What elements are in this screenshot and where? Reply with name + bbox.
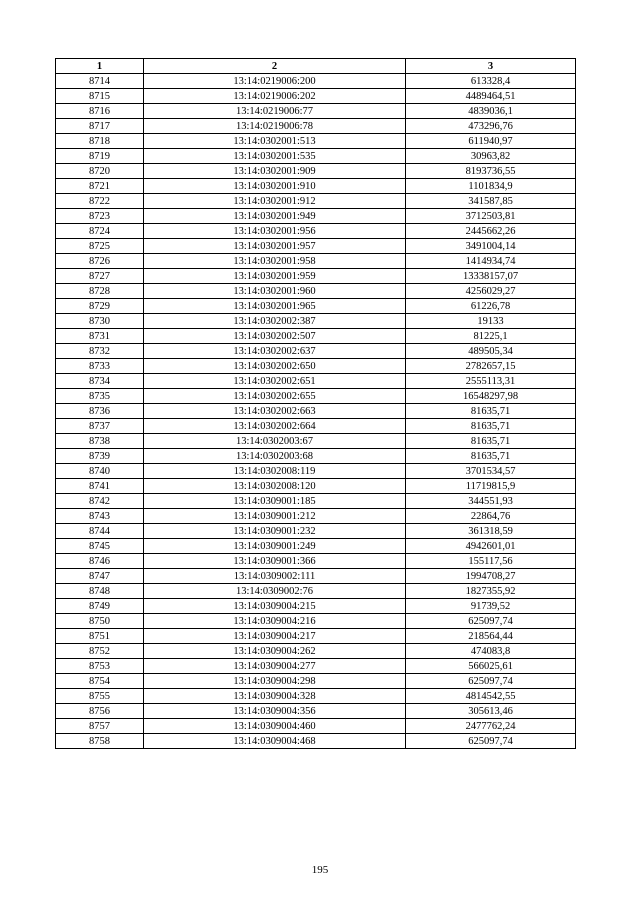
cadastral-number-cell: 13:14:0302003:67	[144, 434, 406, 449]
row-number-cell: 8756	[56, 704, 144, 719]
row-number-cell: 8716	[56, 104, 144, 119]
cadastral-number-cell: 13:14:0309002:76	[144, 584, 406, 599]
cadastral-number-cell: 13:14:0302002:507	[144, 329, 406, 344]
table-row	[56, 374, 576, 389]
table-row	[56, 584, 576, 599]
value-cell: 8193736,55	[406, 164, 576, 179]
value-cell: 2782657,15	[406, 359, 576, 374]
row-number-cell: 8722	[56, 194, 144, 209]
row-number-cell: 8748	[56, 584, 144, 599]
table-row	[56, 329, 576, 344]
cadastral-number-cell: 13:14:0309004:277	[144, 659, 406, 674]
value-cell: 341587,85	[406, 194, 576, 209]
cadastral-number-cell: 13:14:0302002:664	[144, 419, 406, 434]
cadastral-number-cell: 13:14:0309004:217	[144, 629, 406, 644]
value-cell: 2477762,24	[406, 719, 576, 734]
cadastral-number-cell: 13:14:0302002:387	[144, 314, 406, 329]
value-cell: 613328,4	[406, 74, 576, 89]
table-row	[56, 134, 576, 149]
cadastral-number-cell: 13:14:0302001:956	[144, 224, 406, 239]
table-row	[56, 224, 576, 239]
cadastral-number-cell: 13:14:0309002:111	[144, 569, 406, 584]
cadastral-number-cell: 13:14:0219006:200	[144, 74, 406, 89]
cadastral-number-cell: 13:14:0302001:960	[144, 284, 406, 299]
table-row	[56, 434, 576, 449]
table-row	[56, 674, 576, 689]
row-number-cell: 8757	[56, 719, 144, 734]
row-number-cell: 8737	[56, 419, 144, 434]
value-cell: 2445662,26	[406, 224, 576, 239]
cadastral-number-cell: 13:14:0302001:949	[144, 209, 406, 224]
row-number-cell: 8744	[56, 524, 144, 539]
value-cell: 305613,46	[406, 704, 576, 719]
table-row	[56, 494, 576, 509]
value-cell: 81635,71	[406, 449, 576, 464]
table-header-row	[56, 59, 576, 74]
table-row	[56, 254, 576, 269]
value-cell: 625097,74	[406, 674, 576, 689]
cadastral-number-cell: 13:14:0302002:650	[144, 359, 406, 374]
table-row	[56, 479, 576, 494]
row-number-cell: 8739	[56, 449, 144, 464]
table-row	[56, 299, 576, 314]
value-cell: 4839036,1	[406, 104, 576, 119]
row-number-cell: 8735	[56, 389, 144, 404]
row-number-cell: 8745	[56, 539, 144, 554]
data-table	[55, 58, 576, 749]
cadastral-number-cell: 13:14:0302002:637	[144, 344, 406, 359]
table-row	[56, 194, 576, 209]
value-cell: 155117,56	[406, 554, 576, 569]
value-cell: 81635,71	[406, 434, 576, 449]
table-row	[56, 389, 576, 404]
cadastral-number-cell: 13:14:0302002:655	[144, 389, 406, 404]
row-number-cell: 8747	[56, 569, 144, 584]
value-cell: 3701534,57	[406, 464, 576, 479]
row-number-cell: 8715	[56, 89, 144, 104]
value-cell: 1101834,9	[406, 179, 576, 194]
table-row	[56, 464, 576, 479]
value-cell: 3491004,14	[406, 239, 576, 254]
cadastral-number-cell: 13:14:0302001:513	[144, 134, 406, 149]
row-number-cell: 8736	[56, 404, 144, 419]
cadastral-number-cell: 13:14:0219006:78	[144, 119, 406, 134]
cadastral-number-cell: 13:14:0219006:202	[144, 89, 406, 104]
row-number-cell: 8758	[56, 734, 144, 749]
value-cell: 361318,59	[406, 524, 576, 539]
row-number-cell: 8738	[56, 434, 144, 449]
cadastral-number-cell: 13:14:0309004:460	[144, 719, 406, 734]
table-row	[56, 344, 576, 359]
row-number-cell: 8728	[56, 284, 144, 299]
table-row	[56, 164, 576, 179]
column-header-3: 3	[406, 59, 576, 74]
table-row	[56, 284, 576, 299]
table-body	[56, 74, 576, 749]
cadastral-number-cell: 13:14:0302002:663	[144, 404, 406, 419]
value-cell: 566025,61	[406, 659, 576, 674]
row-number-cell: 8714	[56, 74, 144, 89]
row-number-cell: 8743	[56, 509, 144, 524]
row-number-cell: 8755	[56, 689, 144, 704]
table-row	[56, 659, 576, 674]
table-row	[56, 449, 576, 464]
value-cell: 218564,44	[406, 629, 576, 644]
value-cell: 474083,8	[406, 644, 576, 659]
table-row	[56, 314, 576, 329]
row-number-cell: 8724	[56, 224, 144, 239]
row-number-cell: 8725	[56, 239, 144, 254]
row-number-cell: 8717	[56, 119, 144, 134]
row-number-cell: 8726	[56, 254, 144, 269]
row-number-cell: 8754	[56, 674, 144, 689]
cadastral-number-cell: 13:14:0309001:212	[144, 509, 406, 524]
value-cell: 344551,93	[406, 494, 576, 509]
cadastral-number-cell: 13:14:0309004:215	[144, 599, 406, 614]
table-row	[56, 239, 576, 254]
table-row	[56, 209, 576, 224]
table-row	[56, 644, 576, 659]
cadastral-number-cell: 13:14:0302001:959	[144, 269, 406, 284]
row-number-cell: 8732	[56, 344, 144, 359]
cadastral-number-cell: 13:14:0302001:958	[144, 254, 406, 269]
table-row	[56, 734, 576, 749]
row-number-cell: 8731	[56, 329, 144, 344]
value-cell: 625097,74	[406, 614, 576, 629]
column-header-1: 1	[56, 59, 144, 74]
table-row	[56, 524, 576, 539]
table-row	[56, 419, 576, 434]
table-row	[56, 104, 576, 119]
row-number-cell: 8740	[56, 464, 144, 479]
table-row	[56, 569, 576, 584]
cadastral-number-cell: 13:14:0302008:120	[144, 479, 406, 494]
value-cell: 4942601,01	[406, 539, 576, 554]
row-number-cell: 8730	[56, 314, 144, 329]
cadastral-number-cell: 13:14:0309001:185	[144, 494, 406, 509]
value-cell: 4814542,55	[406, 689, 576, 704]
cadastral-number-cell: 13:14:0219006:77	[144, 104, 406, 119]
table-row	[56, 179, 576, 194]
row-number-cell: 8750	[56, 614, 144, 629]
cadastral-number-cell: 13:14:0309004:468	[144, 734, 406, 749]
row-number-cell: 8753	[56, 659, 144, 674]
value-cell: 1994708,27	[406, 569, 576, 584]
table-row	[56, 719, 576, 734]
row-number-cell: 8733	[56, 359, 144, 374]
value-cell: 19133	[406, 314, 576, 329]
value-cell: 625097,74	[406, 734, 576, 749]
table-row	[56, 89, 576, 104]
cadastral-number-cell: 13:14:0309004:298	[144, 674, 406, 689]
cadastral-number-cell: 13:14:0302008:119	[144, 464, 406, 479]
cadastral-number-cell: 13:14:0309004:356	[144, 704, 406, 719]
value-cell: 30963,82	[406, 149, 576, 164]
row-number-cell: 8727	[56, 269, 144, 284]
row-number-cell: 8729	[56, 299, 144, 314]
table-row	[56, 539, 576, 554]
table-row	[56, 359, 576, 374]
table-row	[56, 404, 576, 419]
table-row	[56, 269, 576, 284]
cadastral-number-cell: 13:14:0302001:965	[144, 299, 406, 314]
column-header-2: 2	[144, 59, 406, 74]
value-cell: 11719815,9	[406, 479, 576, 494]
value-cell: 81635,71	[406, 419, 576, 434]
value-cell: 4256029,27	[406, 284, 576, 299]
cadastral-number-cell: 13:14:0302001:912	[144, 194, 406, 209]
cadastral-number-cell: 13:14:0302001:535	[144, 149, 406, 164]
value-cell: 13338157,07	[406, 269, 576, 284]
cadastral-number-cell: 13:14:0309001:249	[144, 539, 406, 554]
value-cell: 4489464,51	[406, 89, 576, 104]
cadastral-number-cell: 13:14:0309004:262	[144, 644, 406, 659]
value-cell: 1414934,74	[406, 254, 576, 269]
value-cell: 81225,1	[406, 329, 576, 344]
cadastral-number-cell: 13:14:0309004:216	[144, 614, 406, 629]
cadastral-number-cell: 13:14:0302001:910	[144, 179, 406, 194]
table-row	[56, 689, 576, 704]
table-row	[56, 149, 576, 164]
table-row	[56, 74, 576, 89]
table-row	[56, 509, 576, 524]
value-cell: 22864,76	[406, 509, 576, 524]
row-number-cell: 8734	[56, 374, 144, 389]
row-number-cell: 8751	[56, 629, 144, 644]
row-number-cell: 8749	[56, 599, 144, 614]
value-cell: 16548297,98	[406, 389, 576, 404]
cadastral-number-cell: 13:14:0302001:957	[144, 239, 406, 254]
cadastral-number-cell: 13:14:0309001:232	[144, 524, 406, 539]
row-number-cell: 8723	[56, 209, 144, 224]
row-number-cell: 8742	[56, 494, 144, 509]
row-number-cell: 8719	[56, 149, 144, 164]
value-cell: 3712503,81	[406, 209, 576, 224]
value-cell: 2555113,31	[406, 374, 576, 389]
page-number: 195	[311, 864, 329, 876]
value-cell: 91739,52	[406, 599, 576, 614]
cadastral-number-cell: 13:14:0302003:68	[144, 449, 406, 464]
table-row	[56, 119, 576, 134]
table-row	[56, 554, 576, 569]
table-row	[56, 629, 576, 644]
table-row	[56, 614, 576, 629]
row-number-cell: 8718	[56, 134, 144, 149]
table-row	[56, 704, 576, 719]
value-cell: 61226,78	[406, 299, 576, 314]
row-number-cell: 8746	[56, 554, 144, 569]
value-cell: 81635,71	[406, 404, 576, 419]
row-number-cell: 8741	[56, 479, 144, 494]
value-cell: 489505,34	[406, 344, 576, 359]
value-cell: 473296,76	[406, 119, 576, 134]
cadastral-number-cell: 13:14:0309001:366	[144, 554, 406, 569]
row-number-cell: 8752	[56, 644, 144, 659]
value-cell: 1827355,92	[406, 584, 576, 599]
table-row	[56, 599, 576, 614]
cadastral-number-cell: 13:14:0302002:651	[144, 374, 406, 389]
cadastral-number-cell: 13:14:0302001:909	[144, 164, 406, 179]
row-number-cell: 8721	[56, 179, 144, 194]
row-number-cell: 8720	[56, 164, 144, 179]
cadastral-number-cell: 13:14:0309004:328	[144, 689, 406, 704]
value-cell: 611940,97	[406, 134, 576, 149]
